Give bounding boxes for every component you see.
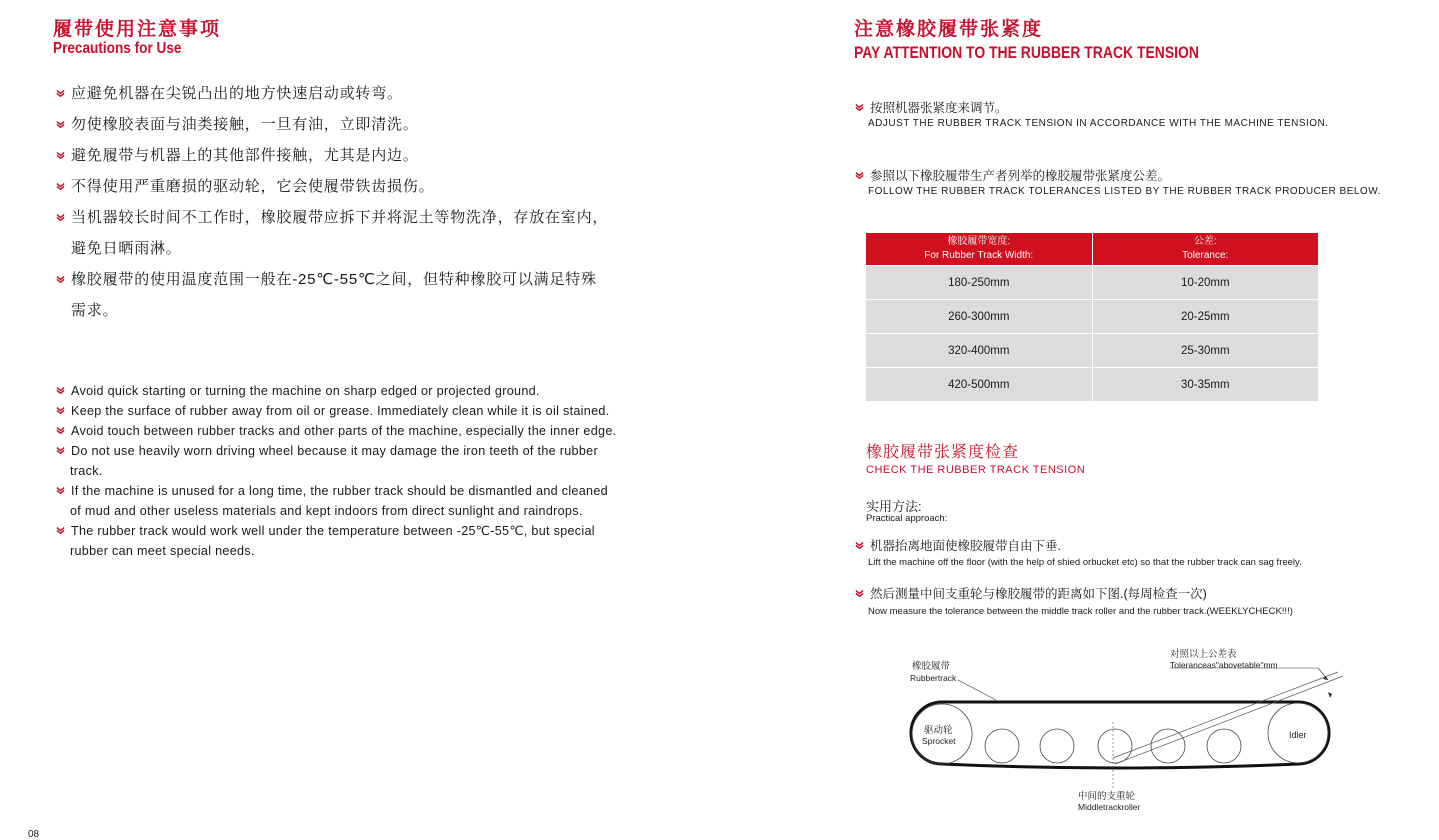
header-width-cn: 橡胶履带宽度: <box>947 236 1011 247</box>
table-header-width <box>866 233 1092 266</box>
list-item-text: 需求。 <box>71 302 119 319</box>
left-title-en: Precautions for Use <box>53 40 182 57</box>
bullet-icon <box>854 101 865 112</box>
label-sprocket-cn: 驱动轮 <box>924 725 953 736</box>
step-2-en: Now measure the tolerance between the middle track roller and the rubber track.(WEEKLYCHECK!!!) <box>868 606 1293 617</box>
table-cell-tolerance: 30-35mm <box>1092 368 1318 402</box>
precautions-cn-list <box>55 78 695 326</box>
table-row <box>866 334 1318 368</box>
list-item <box>55 381 680 401</box>
page-number: 08 <box>28 829 40 840</box>
list-item-text: 勿使橡胶表面与油类接触，一旦有油，立即清洗。 <box>71 116 419 133</box>
label-tolerance-cn: 对照以上公差表 <box>1170 649 1237 660</box>
list-item-text: 避免日晒雨淋。 <box>71 240 182 257</box>
note-2 <box>854 166 1381 197</box>
reference-line <box>1115 676 1343 764</box>
label-rubbertrack-en: Rubbertrack <box>910 673 957 683</box>
list-item <box>55 401 680 421</box>
list-item <box>55 264 695 326</box>
list-item-text: Avoid touch between rubber tracks and other parts of the machine, especially the inner edge. <box>71 424 617 438</box>
step-1 <box>854 536 1302 568</box>
bullet-icon <box>55 87 66 98</box>
bullet-icon <box>55 424 66 435</box>
table-cell-tolerance: 20-25mm <box>1092 300 1318 334</box>
step-1-cn: 机器抬离地面使橡胶履带自由下垂. <box>870 539 1061 553</box>
right-title-en: PAY ATTENTION TO THE RUBBER TRACK TENSION <box>854 43 1199 62</box>
step-2-cn: 然后测量中间支重轮与橡胶履带的距离如下图.(每周检查一次) <box>870 587 1207 601</box>
table-row <box>866 368 1318 402</box>
list-item-text: 应避免机器在尖锐凸出的地方快速启动或转弯。 <box>71 85 403 102</box>
table-row <box>866 300 1318 334</box>
left-title-cn: 履带使用注意事项 <box>53 19 222 40</box>
list-item <box>55 521 680 561</box>
bullet-icon <box>55 273 66 284</box>
label-tolerance-en: Toleranceas"abovetable"mm <box>1170 660 1278 670</box>
step-1-en: Lift the machine off the floor (with the help of shied orbucket etc) so that the rubber track can sag freely. <box>868 557 1302 568</box>
table-cell-width: 260-300mm <box>866 300 1092 334</box>
list-item-text: track. <box>70 464 103 478</box>
table-header-tolerance <box>1092 233 1318 266</box>
bullet-icon <box>854 539 865 550</box>
track-roller <box>985 729 1019 763</box>
label-idler: Idler <box>1289 730 1307 740</box>
list-item-text: The rubber track would work well under the temperature between -25℃-55℃, but special <box>71 524 595 538</box>
list-item-text: Keep the surface of rubber away from oil or grease. Immediately clean while it is oil stained. <box>71 404 610 418</box>
table-row <box>866 266 1318 300</box>
label-sprocket-en: Sprocket <box>922 736 956 746</box>
tolerance-table <box>866 233 1318 401</box>
table-cell-tolerance: 25-30mm <box>1092 334 1318 368</box>
bullet-icon <box>55 149 66 160</box>
list-item-text: of mud and other useless materials and kept indoors from direct sunlight and raindrops. <box>70 504 583 518</box>
track-roller <box>1040 729 1074 763</box>
check-title-en: CHECK THE RUBBER TRACK TENSION <box>866 464 1086 476</box>
method-en: Practical approach: <box>866 513 948 524</box>
track-roller <box>1207 729 1241 763</box>
table-cell-width: 320-400mm <box>866 334 1092 368</box>
label-rubbertrack-cn: 橡胶履带 <box>912 661 951 672</box>
label-roller-en: Middletrackroller <box>1078 802 1141 812</box>
list-item <box>55 171 695 202</box>
right-title-cn: 注意橡胶履带张紧度 <box>854 19 1044 40</box>
bullet-icon <box>55 384 66 395</box>
note-2-cn: 参照以下橡胶履带生产者列举的橡胶履带张紧度公差。 <box>870 169 1171 183</box>
bullet-icon <box>854 587 865 598</box>
arrow-icon <box>1328 692 1332 698</box>
list-item-text: 当机器较长时间不工作时，橡胶履带应拆下并将泥土等物洗净，存放在室内， <box>71 209 609 226</box>
check-title-cn: 橡胶履带张紧度检查 <box>866 444 1020 461</box>
list-item <box>55 202 695 264</box>
header-tolerance-en: Tolerance: <box>1182 250 1229 261</box>
rubbertrack-leader <box>958 680 996 700</box>
list-item <box>55 109 695 140</box>
list-item-text: Do not use heavily worn driving wheel because it may damage the iron teeth of the rubber <box>71 444 598 458</box>
bullet-icon <box>55 404 66 415</box>
list-item-text: Avoid quick starting or turning the machine on sharp edged or projected ground. <box>71 384 540 398</box>
list-item <box>55 78 695 109</box>
list-item-text: 橡胶履带的使用温度范围一般在-25℃-55℃之间，但特种橡胶可以满足特殊 <box>71 271 597 288</box>
list-item-text: 避免履带与机器上的其他部件接触，尤其是内边。 <box>71 147 419 164</box>
list-item-text: rubber can meet special needs. <box>70 544 255 558</box>
table-cell-width: 420-500mm <box>866 368 1092 402</box>
middle-track-roller <box>1098 729 1132 763</box>
bullet-icon <box>55 524 66 535</box>
note-1-en: ADJUST THE RUBBER TRACK TENSION IN ACCORDANCE WITH THE MACHINE TENSION. <box>868 118 1329 129</box>
method-cn: 实用方法: <box>866 499 922 514</box>
track-roller <box>1151 729 1185 763</box>
table-cell-width: 180-250mm <box>866 266 1092 300</box>
list-item <box>55 140 695 171</box>
bullet-icon <box>55 484 66 495</box>
list-item <box>55 421 680 441</box>
list-item <box>55 441 680 481</box>
note-2-en: FOLLOW THE RUBBER TRACK TOLERANCES LISTED BY THE RUBBER TRACK PRODUCER BELOW. <box>868 186 1381 197</box>
label-roller-cn: 中间的支重轮 <box>1078 791 1136 802</box>
table-cell-tolerance: 10-20mm <box>1092 266 1318 300</box>
arrow-icon <box>1323 676 1328 680</box>
bullet-icon <box>854 169 865 180</box>
bullet-icon <box>55 211 66 222</box>
bullet-icon <box>55 118 66 129</box>
track-tension-diagram <box>898 640 1368 820</box>
bullet-icon <box>55 180 66 191</box>
list-item-text: If the machine is unused for a long time, the rubber track should be dismantled and cleaned <box>71 484 608 498</box>
step-2 <box>854 584 1293 617</box>
note-1-cn: 按照机器张紧度来调节。 <box>870 101 1008 115</box>
reference-line <box>1113 672 1338 758</box>
precautions-en-list <box>55 381 680 561</box>
header-tolerance-cn: 公差: <box>1193 236 1217 247</box>
list-item <box>55 481 680 521</box>
list-item-text: 不得使用严重磨损的驱动轮，它会使履带铁齿损伤。 <box>71 178 435 195</box>
note-1 <box>854 98 1329 129</box>
bullet-icon <box>55 444 66 455</box>
header-width-en: For Rubber Track Width: <box>924 250 1034 261</box>
rubber-track-shape <box>911 702 1329 768</box>
